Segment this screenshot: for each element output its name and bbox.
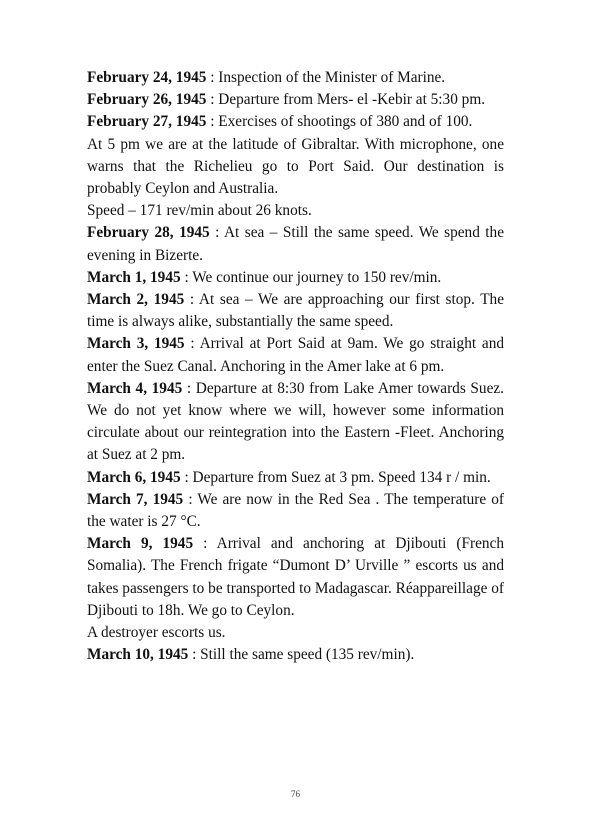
log-entry-mar-9 bbox=[87, 533, 504, 622]
log-entry-mar-10 bbox=[87, 644, 504, 666]
entry-date: March 7, 1945 bbox=[87, 490, 184, 508]
entry-date: March 2, 1945 bbox=[87, 291, 185, 309]
log-entry-mar-4 bbox=[87, 378, 504, 467]
entry-date: March 9, 1945 bbox=[87, 535, 194, 553]
entry-text: : At sea – We are approaching our first stop. The time is always alike, substantially the same speed. bbox=[87, 291, 504, 331]
entry-text: Speed – 171 rev/min about 26 knots. bbox=[87, 202, 312, 220]
entry-date: February 26, 1945 bbox=[87, 91, 207, 109]
entry-text: At 5 pm we are at the latitude of Gibraltar. With microphone, one warns that the Richelieu go to Port Said. Our destination is probably Ceylon and Australia. bbox=[87, 135, 504, 198]
log-entry-mar-2 bbox=[87, 289, 504, 333]
entry-text: : Still the same speed (135 rev/min). bbox=[188, 646, 415, 664]
entry-text: : Departure from Suez at 3 pm. Speed 134 r / min. bbox=[180, 468, 491, 486]
entry-date: March 4, 1945 bbox=[87, 379, 183, 397]
page-number: 76 bbox=[291, 789, 300, 799]
entry-date: February 27, 1945 bbox=[87, 113, 207, 131]
log-entry-feb-27 bbox=[87, 111, 504, 133]
log-entry-feb-28 bbox=[87, 222, 504, 266]
entry-text: : At sea – Still the same speed. We spend the evening in Bizerte. bbox=[87, 224, 504, 264]
log-paragraph-gibraltar bbox=[87, 134, 504, 201]
entry-date: March 1, 1945 bbox=[87, 268, 181, 286]
entry-text: : We are now in the Red Sea . The temperature of the water is 27 °C. bbox=[87, 490, 504, 531]
log-entry-mar-1 bbox=[87, 267, 504, 289]
entry-date: March 6, 1945 bbox=[87, 468, 181, 486]
entry-text: : Inspection of the Minister of Marine. bbox=[206, 69, 446, 86]
entry-date: February 24, 1945 bbox=[87, 69, 207, 86]
entry-text: A destroyer escorts us. bbox=[87, 624, 226, 642]
document-body bbox=[87, 67, 504, 666]
log-entry-mar-7 bbox=[87, 489, 504, 533]
log-entry-feb-26 bbox=[87, 89, 504, 111]
log-entry-mar-3 bbox=[87, 333, 504, 377]
entry-date: February 28, 1945 bbox=[87, 224, 210, 242]
entry-text: : Departure from Mers- el -Kebir at 5:30 pm. bbox=[206, 91, 486, 109]
entry-text: : We continue our journey to 150 rev/min. bbox=[180, 268, 442, 286]
log-paragraph-destroyer bbox=[87, 622, 504, 644]
entry-text: : Arrival at Port Said at 9am. We go straight and enter the Suez Canal. Anchoring in the Amer lake at 6 pm. bbox=[87, 335, 504, 375]
entry-text: : Exercises of shootings of 380 and of 100. bbox=[206, 113, 473, 131]
entry-text: : Departure at 8:30 from Lake Amer towards Suez. We do not yet know where we will, however some information circulate about our reintegration into the Eastern -Fleet. Anchoring at Suez at 2 pm. bbox=[87, 379, 504, 464]
log-paragraph-speed bbox=[87, 200, 504, 222]
entry-date: March 3, 1945 bbox=[87, 335, 185, 353]
entry-text: : Arrival and anchoring at Djibouti (French Somalia). The French frigate “Dumont D’ Urville ” escorts us and takes passengers to be transported to Madagascar. Réappareillage of Djibouti to 18h. We go to Ceylon. bbox=[87, 535, 505, 619]
entry-date: March 10, 1945 bbox=[87, 646, 189, 664]
log-entry-mar-6 bbox=[87, 467, 504, 489]
log-entry-feb-24 bbox=[87, 67, 504, 89]
